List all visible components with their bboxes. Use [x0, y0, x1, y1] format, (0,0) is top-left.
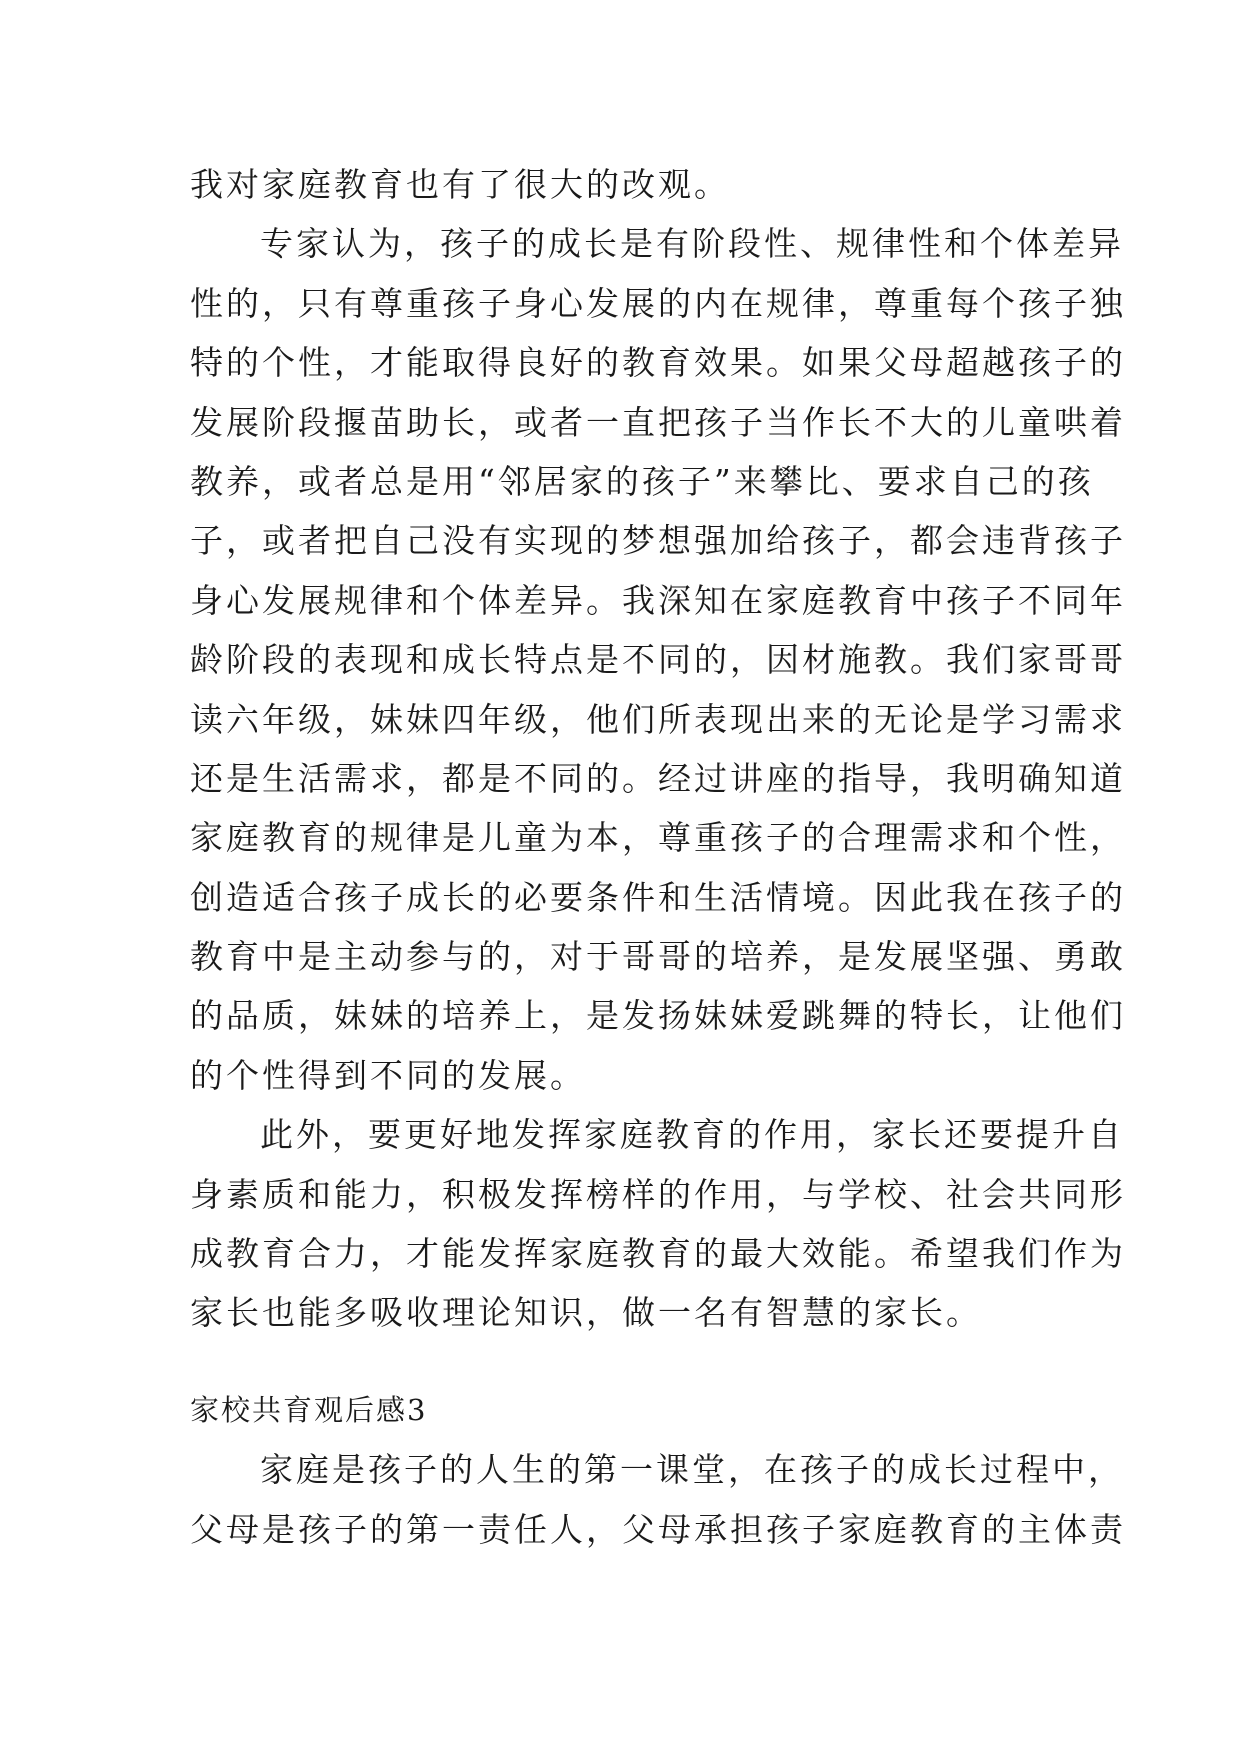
text-line: 身心发展规律和个体差异。我深知在家庭教育中孩子不同年: [190, 580, 1126, 620]
text-line: 家庭教育的规律是儿童为本，尊重孩子的合理需求和个性，: [190, 818, 1126, 858]
text-line: 教养，或者总是用“邻居家的孩子”来攀比、要求自己的孩: [190, 461, 1094, 501]
text-line: 教育中是主动参与的，对于哥哥的培养，是发展坚强、勇敢: [190, 937, 1126, 977]
text-line: 读六年级，妹妹四年级，他们所表现出来的无论是学习需求: [190, 699, 1126, 739]
text-line: 家庭是孩子的人生的第一课堂，在孩子的成长过程中，: [260, 1450, 1124, 1490]
text-line: 我对家庭教育也有了很大的改观。: [190, 165, 730, 204]
text-line: 此外，要更好地发挥家庭教育的作用，家长还要提升自: [260, 1115, 1124, 1155]
text-line: 龄阶段的表现和成长特点是不同的，因材施教。我们家哥哥: [190, 640, 1126, 680]
paragraph-1: [190, 155, 1050, 214]
text-line: 的品质，妹妹的培养上，是发扬妹妹爱跳舞的特长，让他们: [190, 996, 1126, 1036]
text-line: 专家认为，孩子的成长是有阶段性、规律性和个体差异: [260, 224, 1124, 264]
text-line: 创造适合孩子成长的必要条件和生活情境。因此我在孩子的: [190, 877, 1126, 917]
paragraph-3: [190, 1105, 1126, 1343]
text-line: 发展阶段揠苗助长，或者一直把孩子当作长不大的儿童哄着: [190, 402, 1126, 442]
text-line: 特的个性，才能取得良好的教育效果。如果父母超越孩子的: [190, 343, 1126, 383]
section-heading: 家校共育观后感3: [190, 1392, 428, 1427]
text-line: 子，或者把自己没有实现的梦想强加给孩子，都会违背孩子: [190, 521, 1126, 561]
text-line: 家长也能多吸收理论知识，做一名有智慧的家长。: [190, 1293, 982, 1333]
paragraph-4: [190, 1440, 1126, 1559]
text-line: 父母是孩子的第一责任人，父母承担孩子家庭教育的主体责: [190, 1509, 1126, 1549]
document-body: [190, 155, 1126, 1559]
text-line: 性的，只有尊重孩子身心发展的内在规律，尊重每个孩子独: [190, 283, 1126, 323]
text-line: 身素质和能力，积极发挥榜样的作用，与学校、社会共同形: [190, 1174, 1126, 1214]
paragraph-2: [190, 214, 1126, 1105]
text-line: 成教育合力，才能发挥家庭教育的最大效能。希望我们作为: [190, 1234, 1126, 1274]
text-line: 还是生活需求，都是不同的。经过讲座的指导，我明确知道: [190, 758, 1126, 798]
text-line: 的个性得到不同的发展。: [190, 1055, 586, 1095]
section-gap: [190, 1343, 1050, 1381]
